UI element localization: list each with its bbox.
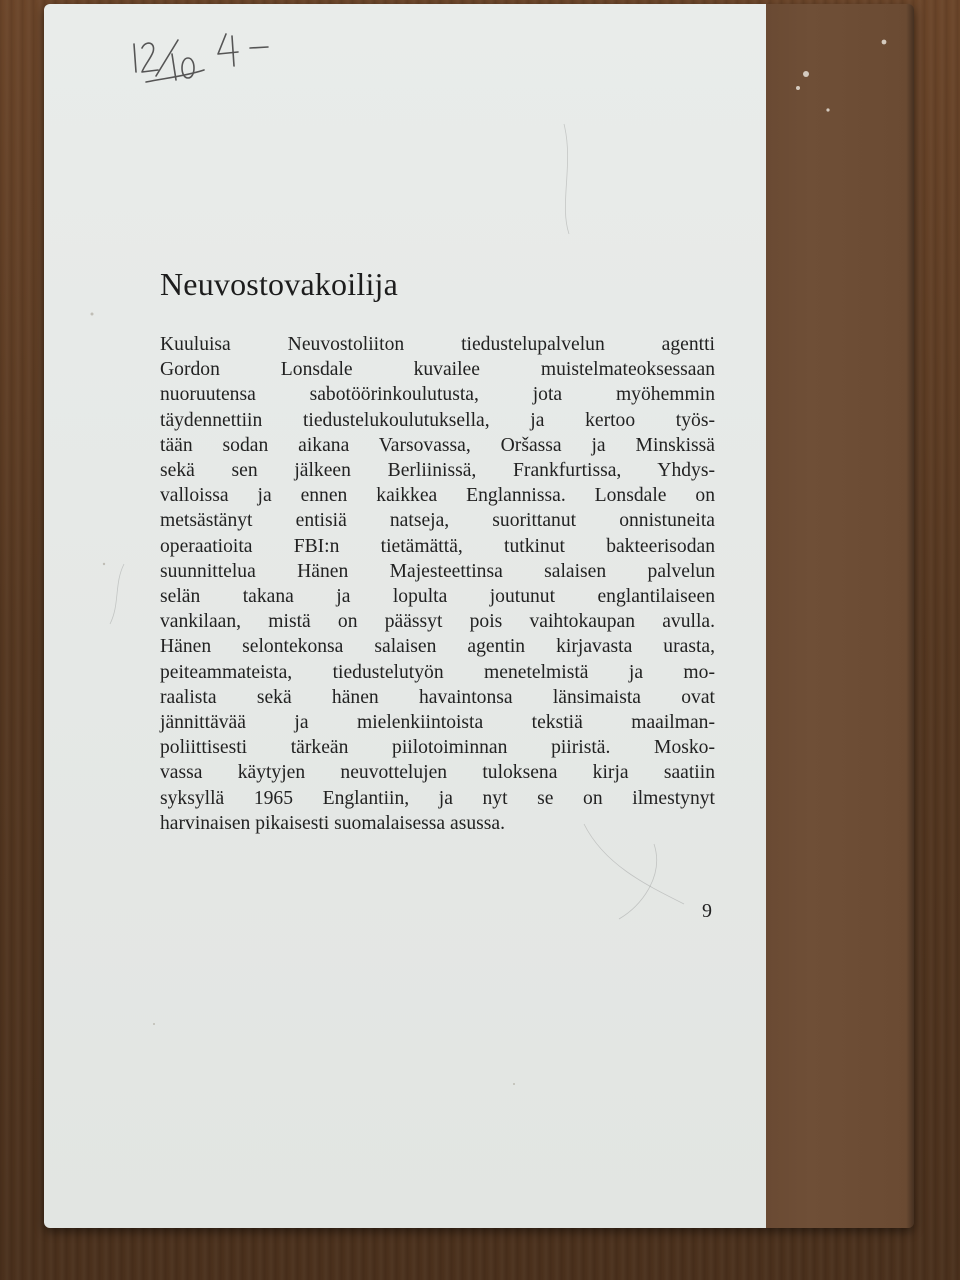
blurb-line: Gordon Lonsdale kuvailee muistelmateoksessaan	[160, 359, 715, 381]
blurb-line: vankilaan, mistä on päässyt pois vaihtokaupan avulla.	[160, 611, 715, 633]
blurb-line: peiteammateista, tiedustelutyön menetelmistä ja mo-	[160, 661, 715, 683]
book-blurb	[160, 332, 715, 836]
blurb-line: harvinaisen pikaisesti suomalaisessa asussa.	[160, 812, 505, 834]
blurb-line: metsästänyt entisiä natseja, suorittanut onnistuneita	[160, 510, 715, 532]
spine-edge-shadow	[906, 4, 914, 1228]
brown-spine-band	[766, 4, 914, 1228]
blurb-line: Hänen selontekonsa salaisen agentin kirjavasta urasta,	[160, 636, 715, 658]
book-title: Neuvostovakoilija	[160, 266, 399, 302]
blurb-line: vassa käytyjen neuvottelujen tuloksena kirja saatiin	[160, 762, 715, 784]
cover-panel	[44, 4, 766, 1228]
blurb-line: jännittävää ja mielenkiintoista tekstiä maailman-	[160, 712, 715, 734]
blurb-line: poliittisesti tärkeän piilotoiminnan piiristä. Mosko-	[160, 737, 715, 759]
series-number: 9	[702, 900, 712, 922]
blurb-line: raalista sekä hänen havaintonsa länsimaista ovat	[160, 686, 715, 708]
spine-wear-marks	[766, 4, 914, 204]
blurb-line: selän takana ja lopulta joutunut englantilaiseen	[160, 586, 715, 608]
book-back-cover	[44, 4, 914, 1228]
blurb-line: tään sodan aikana Varsovassa, Oršassa ja Minskissä	[160, 434, 715, 456]
blurb-line: operaatioita FBI:n tietämättä, tutkinut bakteerisodan	[160, 535, 715, 557]
blurb-line: täydennettiin tiedustelukoulutuksella, ja kertoo työs-	[160, 409, 715, 431]
blurb-line: Kuuluisa Neuvostoliiton tiedustelupalvelun agentti	[160, 334, 715, 355]
blurb-line: nuoruutensa sabotöörinkoulutusta, jota myöhemmin	[160, 384, 715, 406]
blurb-line: sekä sen jälkeen Berliinissä, Frankfurtissa, Yhdys-	[160, 460, 715, 482]
blurb-line: syksyllä 1965 Englantiin, ja nyt se on ilmestynyt	[160, 787, 715, 809]
blurb-line: suunnittelua Hänen Majesteettinsa salaisen palvelun	[160, 560, 715, 582]
blurb-line: valloissa ja ennen kaikkea Englannissa. Lonsdale on	[160, 485, 715, 507]
handwritten-note	[126, 26, 286, 96]
